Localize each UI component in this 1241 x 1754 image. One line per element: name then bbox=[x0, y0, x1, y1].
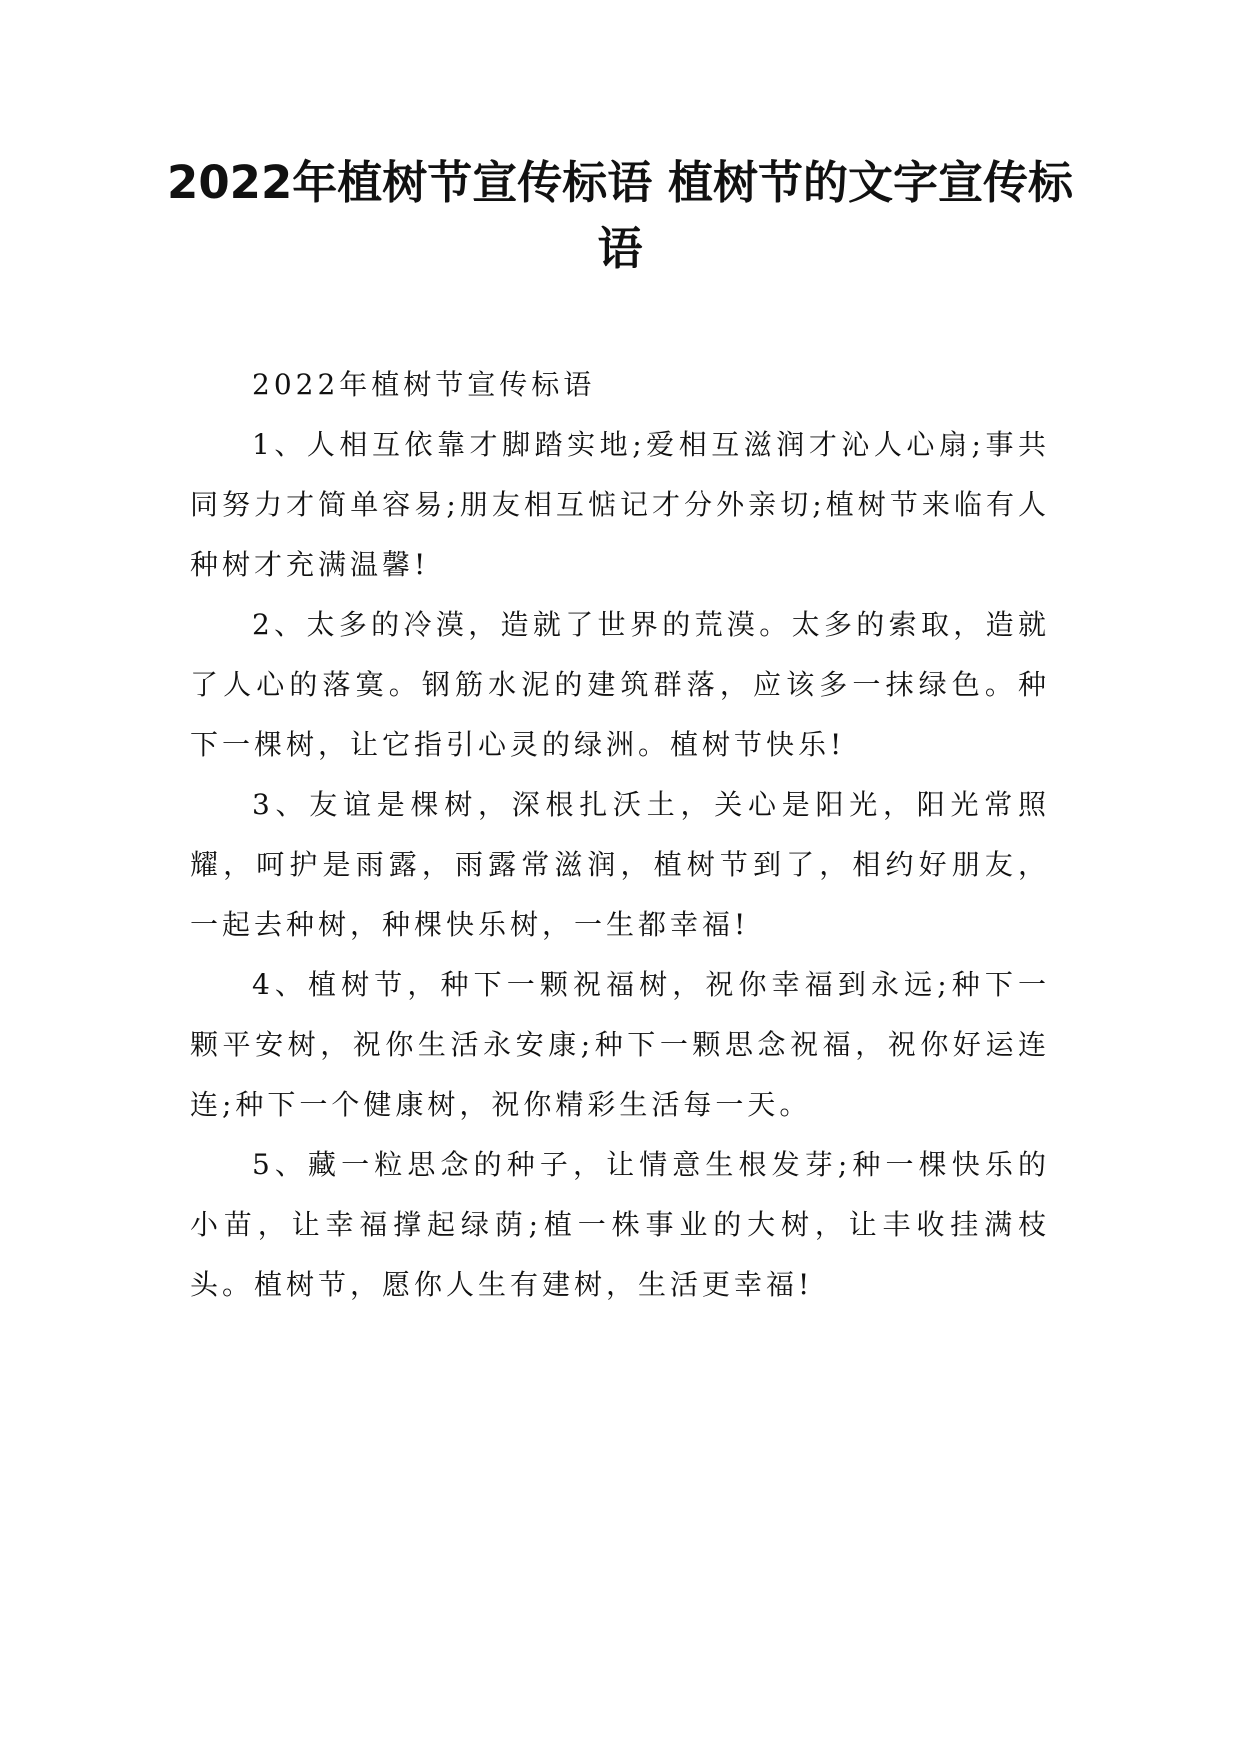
document-body bbox=[190, 355, 1050, 1315]
document-title: 2022年植树节宣传标语 植树节的文字宣传标语 bbox=[167, 156, 1073, 275]
slogan-paragraph-5: 5、藏一粒思念的种子，让情意生根发芽;种一棵快乐的小苗，让幸福撑起绿荫;植一株事业的大树，让丰收挂满枝头。植树节，愿你人生有建树，生活更幸福! bbox=[190, 1148, 1050, 1301]
slogan-paragraph-4: 4、植树节，种下一颗祝福树，祝你幸福到永远;种下一颗平安树，祝你生活永安康;种下一颗思念祝福，祝你好运连连;种下一个健康树，祝你精彩生活每一天。 bbox=[190, 968, 1050, 1121]
slogan-paragraph-2: 2、太多的冷漠，造就了世界的荒漠。太多的索取，造就了人心的落寞。钢筋水泥的建筑群落，应该多一抹绿色。种下一棵树，让它指引心灵的绿洲。植树节快乐! bbox=[190, 608, 1050, 761]
section-heading: 2022年植树节宣传标语 bbox=[252, 368, 596, 401]
slogan-paragraph-3: 3、友谊是棵树，深根扎沃土，关心是阳光，阳光常照耀，呵护是雨露，雨露常滋润，植树节到了，相约好朋友，一起去种树，种棵快乐树，一生都幸福! bbox=[190, 788, 1050, 941]
slogan-paragraph-1: 1、人相互依靠才脚踏实地;爱相互滋润才沁人心扇;事共同努力才简单容易;朋友相互惦记才分外亲切;植树节来临有人种树才充满温馨! bbox=[190, 428, 1050, 581]
